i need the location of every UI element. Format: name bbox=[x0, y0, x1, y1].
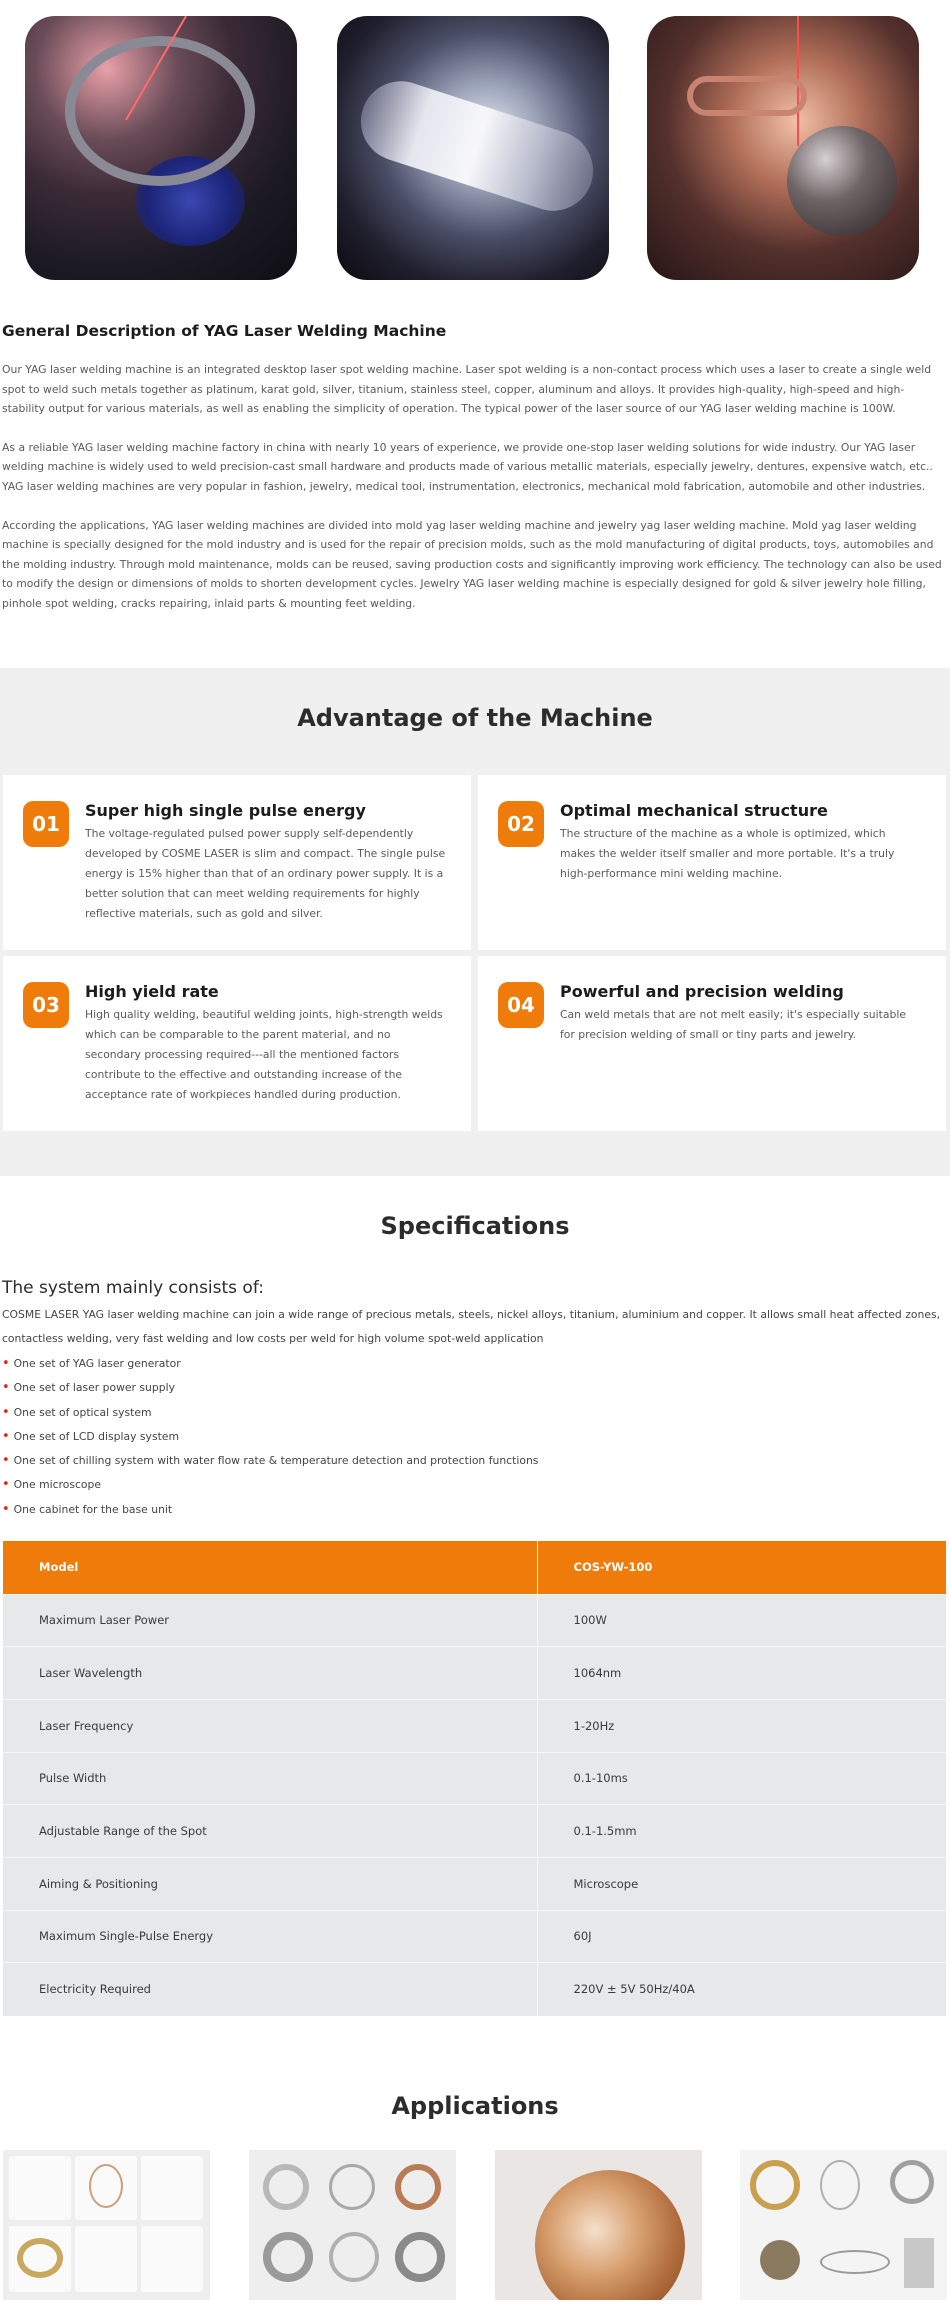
table-header-cell: COS-YW-100 bbox=[537, 1541, 946, 1594]
table-cell: Aiming & Positioning bbox=[3, 1857, 537, 1910]
table-cell: 1064nm bbox=[537, 1647, 946, 1700]
accessories-collage-image bbox=[740, 2150, 947, 2300]
advantage-number-badge: 01 bbox=[23, 801, 69, 847]
advantage-card bbox=[3, 775, 471, 950]
general-description-paragraph: Our YAG laser welding machine is an integrated desktop laser spot welding machine. Laser spot welding is a non-contact process which uses a laser to create a single weld spot to weld such metals together as platinum, karat gold, silver, titanium, stainless steel, copper, aluminum and alloys. It provides high-quality, high-speed and high-stability output for various materials, as well as enabling the simplicity of operation. The typical power of the laser source of our YAG laser welding machine is 100W. bbox=[2, 363, 932, 416]
laser-welding-ring-image bbox=[25, 16, 297, 280]
table-row bbox=[3, 1594, 946, 1647]
advantage-card-title: Powerful and precision welding bbox=[560, 982, 844, 1001]
table-cell: 0.1-10ms bbox=[537, 1752, 946, 1805]
advantage-card-title: High yield rate bbox=[85, 982, 219, 1001]
table-cell: Maximum Single-Pulse Energy bbox=[3, 1910, 537, 1963]
table-cell: Laser Wavelength bbox=[3, 1647, 537, 1700]
table-cell: Adjustable Range of the Spot bbox=[3, 1805, 537, 1858]
system-intro-text: COSME LASER YAG laser welding machine can join a wide range of precious metals, steels, nickel alloys, titanium, aluminium and copper. It allows small heat affected zones, contactless welding, very fast welding and low costs per weld for high volume spot-weld application bbox=[2, 1308, 941, 1345]
system-components-list bbox=[2, 1352, 538, 1522]
table-cell: 0.1-1.5mm bbox=[537, 1805, 946, 1858]
advantage-number-badge: 03 bbox=[23, 982, 69, 1028]
table-row bbox=[3, 1699, 946, 1752]
table-header-cell: Model bbox=[3, 1541, 537, 1594]
advantage-number-badge: 04 bbox=[498, 982, 544, 1028]
table-cell: 100W bbox=[537, 1594, 946, 1647]
specifications-table bbox=[3, 1541, 946, 2016]
applications-title: Applications bbox=[391, 2092, 559, 2120]
table-row bbox=[3, 1910, 946, 1963]
table-cell: 60J bbox=[537, 1910, 946, 1963]
general-description-paragraph: According the applications, YAG laser welding machines are divided into mold yag laser welding machine and jewelry yag laser welding machine. Mold yag laser welding machine is specially designed for the mold industry and is used for the repair of precision molds, such as the mold manufacturing of digital products, toys, automobiles and the molding industry. Through mold maintenance, molds can be reused, saving production costs and significantly improving work efficiency. The technology can also be used to modify the design or dimensions of molds to shorten development cycles. Jewelry YAG laser welding machine is especially designed for gold & silver jewelry hole filling, pinhole spot welding, cracks repairing, inlaid parts & mounting feet welding. bbox=[2, 518, 942, 610]
table-row bbox=[3, 1963, 946, 2016]
list-item: • One microscope bbox=[2, 1473, 538, 1497]
advantage-card-text: Can weld metals that are not melt easily; it's especially suitable for precision welding of small or tiny parts and jewelry. bbox=[560, 1008, 906, 1041]
pearl-pendant-image bbox=[647, 16, 919, 280]
general-description-paragraph: As a reliable YAG laser welding machine factory in china with nearly 10 years of experience, we provide one-stop laser welding solutions for wide industry. Our YAG laser welding machine is widely used to weld precision-cast small hardware and products made of various metallic materials, especially jewelry, dentures, expensive watch, etc.. YAG laser welding machines are very popular in fashion, jewelry, medical tool, instrumentation, electronics, mechanical mold fabrication, automobile and other industries. bbox=[2, 440, 933, 493]
advantage-card bbox=[478, 956, 946, 1131]
table-cell: Electricity Required bbox=[3, 1963, 537, 2016]
diamond-ring-image bbox=[337, 16, 609, 280]
list-item: • One set of optical system bbox=[2, 1401, 538, 1425]
table-header-row bbox=[3, 1541, 946, 1594]
table-row bbox=[3, 1647, 946, 1700]
table-row bbox=[3, 1857, 946, 1910]
advantage-card-text: High quality welding, beautiful welding joints, high-strength welds which can be comparable to the parent material, and no secondary processing required---all the mentioned factors contribute to the effective and outstanding increase of the acceptance rate of workpieces handled during production. bbox=[85, 1008, 443, 1101]
table-row bbox=[3, 1752, 946, 1805]
specifications-title: Specifications bbox=[380, 1212, 570, 1240]
top-image-row bbox=[0, 0, 950, 300]
table-cell: 220V ± 5V 50Hz/40A bbox=[537, 1963, 946, 2016]
advantages-section bbox=[0, 668, 950, 1176]
list-item: • One set of laser power supply bbox=[2, 1376, 538, 1400]
advantage-card-text: The structure of the machine as a whole is optimized, which makes the welder itself smaller and more portable. It's a truly high-performance mini welding machine. bbox=[560, 827, 895, 880]
advantage-card-text: The voltage-regulated pulsed power supply self-dependently developed by COSME LASER is slim and compact. The single pulse energy is 15% higher than that of an ordinary power supply. It is a better solution that can meet welding requirements for highly reflective materials, such as gold and silver. bbox=[85, 827, 446, 920]
system-components-title: The system mainly consists of: bbox=[2, 1278, 264, 1298]
table-cell: Microscope bbox=[537, 1857, 946, 1910]
table-cell: Laser Frequency bbox=[3, 1699, 537, 1752]
advantage-card-title: Optimal mechanical structure bbox=[560, 801, 828, 820]
advantage-card-title: Super high single pulse energy bbox=[85, 801, 366, 820]
list-item: • One set of LCD display system bbox=[2, 1425, 538, 1449]
general-description-section bbox=[2, 322, 947, 633]
general-description-title: General Description of YAG Laser Welding Machine bbox=[2, 322, 447, 340]
advantages-title: Advantage of the Machine bbox=[297, 704, 653, 732]
table-cell: 1-20Hz bbox=[537, 1699, 946, 1752]
table-row bbox=[3, 1805, 946, 1858]
advantage-number-badge: 02 bbox=[498, 801, 544, 847]
gold-crystal-jewelry-image bbox=[495, 2150, 702, 2300]
advantage-card bbox=[478, 775, 946, 950]
list-item: • One set of chilling system with water flow rate & temperature detection and protection functions bbox=[2, 1449, 538, 1473]
rings-collage-image bbox=[249, 2150, 456, 2300]
table-cell: Maximum Laser Power bbox=[3, 1594, 537, 1647]
table-cell: Pulse Width bbox=[3, 1752, 537, 1805]
advantage-card bbox=[3, 956, 471, 1131]
list-item: • One cabinet for the base unit bbox=[2, 1498, 538, 1522]
list-item: • One set of YAG laser generator bbox=[2, 1352, 538, 1376]
jewelry-collage-image bbox=[3, 2150, 210, 2300]
